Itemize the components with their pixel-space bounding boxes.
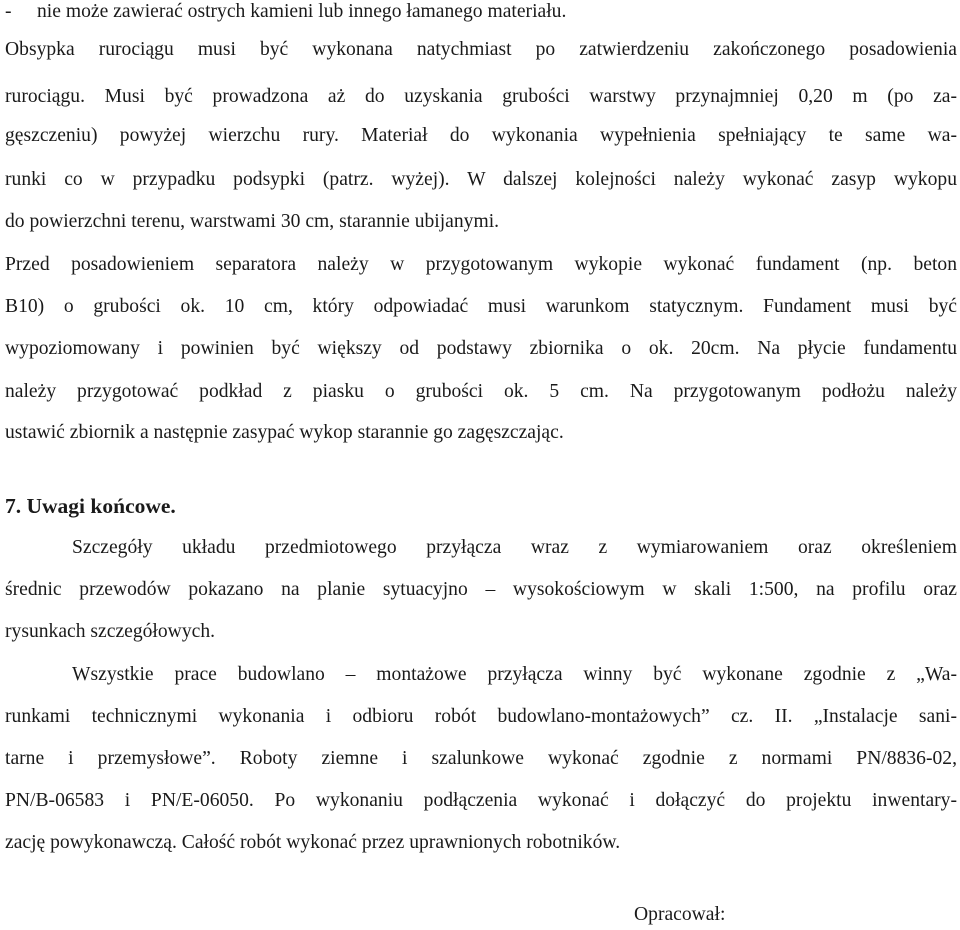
text-line: rysunkach szczegółowych. (5, 621, 216, 642)
signature-label: Opracował: (634, 904, 726, 925)
text-line: Obsypka rurociągu musi być wykonana natychmiast po zatwierdzeniu zakończonego posadowienia (5, 39, 957, 60)
bullet-marker: - (5, 1, 12, 22)
text-line: średnic przewodów pokazano na planie sytuacyjno – wysokościowym w skali 1:500, na profilu oraz (5, 579, 957, 600)
text-line: tarne i przemysłowe”. Roboty ziemne i szalunkowe wykonać zgodnie z normami PN/8836-02, (5, 748, 957, 769)
text-line: do powierzchni terenu, warstwami 30 cm, starannie ubijanymi. (5, 211, 500, 232)
text-line: Przed posadowieniem separatora należy w przygotowanym wykopie wykonać fundament (np. beton (5, 254, 957, 275)
text-line: B10) o grubości ok. 10 cm, który odpowiadać musi warunkom statycznym. Fundament musi być (5, 296, 957, 317)
text-line: runkami technicznymi wykonania i odbioru robót budowlano-montażowych” cz. II. „Instalacje sani- (5, 706, 957, 727)
text-line: gęszczeniu) powyżej wierzchu rury. Materiał do wykonania wypełnienia spełniający te same wa- (5, 125, 957, 146)
text-line: ustawić zbiornik a następnie zasypać wykop starannie go zagęszczając. (5, 422, 564, 443)
text-line: należy przygotować podkład z piasku o grubości ok. 5 cm. Na przygotowanym podłożu należy (5, 381, 957, 402)
text-line: zację powykonawczą. Całość robót wykonać przez uprawnionych robotników. (5, 832, 621, 853)
bullet-text: nie może zawierać ostrych kamieni lub innego łamanego materiału. (37, 1, 567, 22)
text-line: rurociągu. Musi być prowadzona aż do uzyskania grubości warstwy przynajmniej 0,20 m (po za- (5, 86, 957, 107)
text-line: runki co w przypadku podsypki (patrz. wyżej). W dalszej kolejności należy wykonać zasyp wykopu (5, 169, 957, 190)
text-line: wypoziomowany i powinien być większy od podstawy zbiornika o ok. 20cm. Na płycie fundamentu (5, 338, 957, 359)
section-heading: 7. Uwagi końcowe. (5, 494, 176, 518)
text-line: Szczegóły układu przedmiotowego przyłącza wraz z wymiarowaniem oraz określeniem (72, 537, 957, 558)
text-line: PN/B-06583 i PN/E-06050. Po wykonaniu podłączenia wykonać i dołączyć do projektu inwentary- (5, 790, 957, 811)
text-line: Wszystkie prace budowlano – montażowe przyłącza winny być wykonane zgodnie z „Wa- (72, 664, 957, 685)
